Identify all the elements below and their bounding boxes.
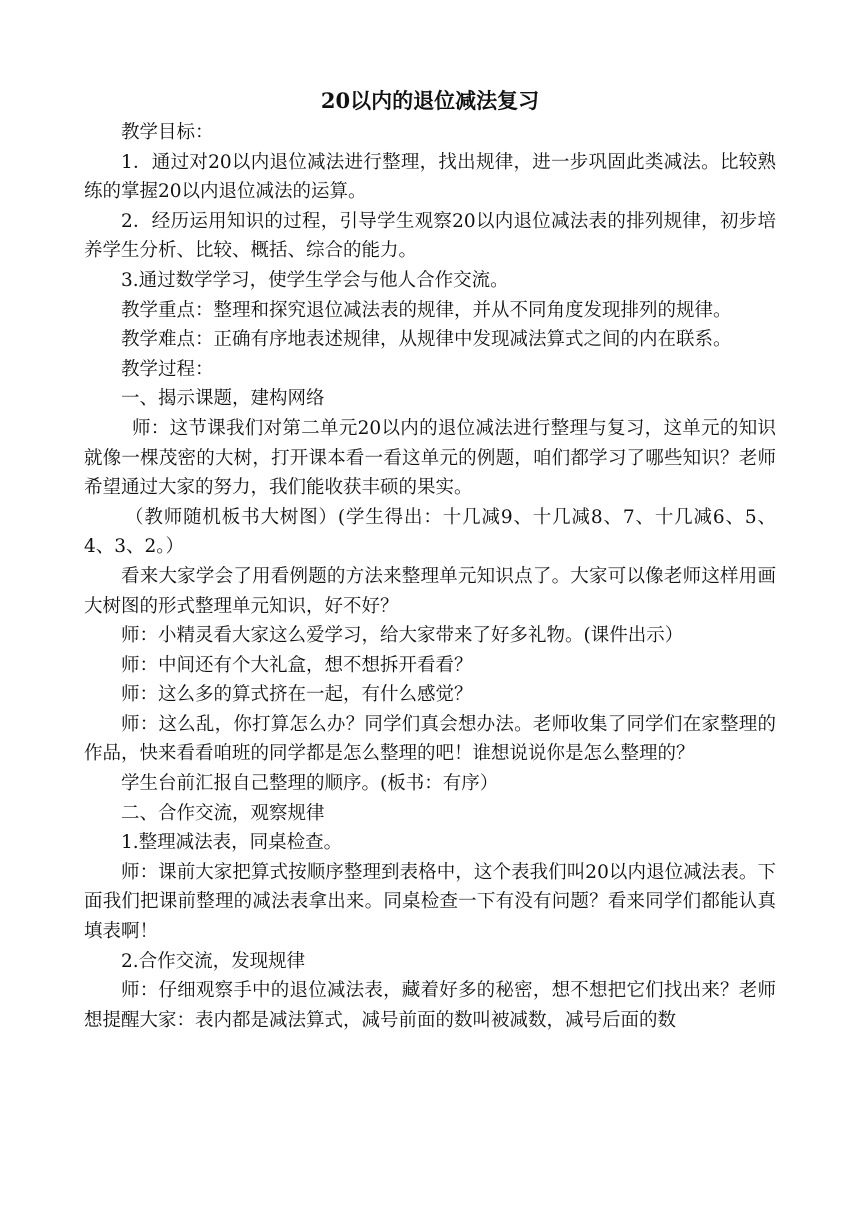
section-heading-2: 二、合作交流，观察规律 xyxy=(121,802,325,824)
subsection-heading-1: 1.整理减法表，同桌检查。 xyxy=(121,832,343,854)
subsection-heading-2: 2.合作交流，发现规律 xyxy=(121,950,306,972)
paragraph-objectives-heading: 教学目标： xyxy=(121,122,214,143)
paragraph-tree-summary: 看来大家学会了用看例题的方法来整理单元知识点了。大家可以像老师这样用画大树图的形式整理单元知识，好不好？ xyxy=(84,565,776,617)
paragraph-tree-diagram: （教师随机板书大树图）(学生得出：十几减9、十几减8、7、十几减6、5、4、3、2。） xyxy=(84,506,776,558)
paragraph-objective-2: 2．经历运用知识的过程，引导学生观察20以内退位减法表的排列规律，初步培养学生分析、比较、概括、综合的能力。 xyxy=(84,210,776,262)
document-title: 20以内的退位减法复习 xyxy=(320,88,540,113)
document-body xyxy=(84,118,776,1035)
section-heading-1: 一、揭示课题，建构网络 xyxy=(121,388,325,410)
paragraph-giftbox: 师：中间还有个大礼盒，想不想拆开看看？ xyxy=(121,654,473,676)
paragraph-gift: 师：小精灵看大家这么爱学习，给大家带来了好多礼物。(课件出示） xyxy=(121,625,684,647)
paragraph-difficulty: 教学难点：正确有序地表述规律，从规律中发现减法算式之间的内在联系。 xyxy=(121,329,732,351)
paragraph-organize: 师：这么乱，你打算怎么办？同学们真会想办法。老师收集了同学们在家整理的作品，快来看看咱班的同学都是怎么整理的吧！谁想说说你是怎么整理的？ xyxy=(84,713,776,765)
paragraph-process-heading: 教学过程： xyxy=(121,358,214,380)
paragraph-feeling: 师：这么多的算式挤在一起，有什么感觉？ xyxy=(121,684,473,706)
paragraph-observe: 师：仔细观察手中的退位减法表，藏着好多的秘密，想不想把它们找出来？老师想提醒大家：表内都是减法算式，减号前面的数叫被减数，减号后面的数 xyxy=(84,980,776,1031)
paragraph-student-report: 学生台前汇报自己整理的顺序。(板书：有序） xyxy=(121,773,499,795)
paragraph-objective-3: 3.通过数学学习，使学生学会与他人合作交流。 xyxy=(121,269,509,291)
paragraph-objective-1: 1．通过对20以内退位减法进行整理，找出规律，进一步巩固此类减法。比较熟练的掌握20以内退位减法的运算。 xyxy=(84,151,776,203)
paragraph-key-point: 教学重点：整理和探究退位减法表的规律，并从不同角度发现排列的规律。 xyxy=(121,299,732,321)
paragraph-teacher-intro: 师：这节课我们对第二单元20以内的退位减法进行整理与复习，这单元的知识就像一棵茂密的大树，打开课本看一看这单元的例题，咱们都学习了哪些知识？老师希望通过大家的努力，我们能收获丰硕的果实。 xyxy=(84,417,776,499)
paragraph-table-check: 师：课前大家把算式按顺序整理到表格中，这个表我们叫20以内退位减法表。下面我们把课前整理的减法表拿出来。同桌检查一下有没有问题？看来同学们都能认真填表啊！ xyxy=(84,861,776,943)
